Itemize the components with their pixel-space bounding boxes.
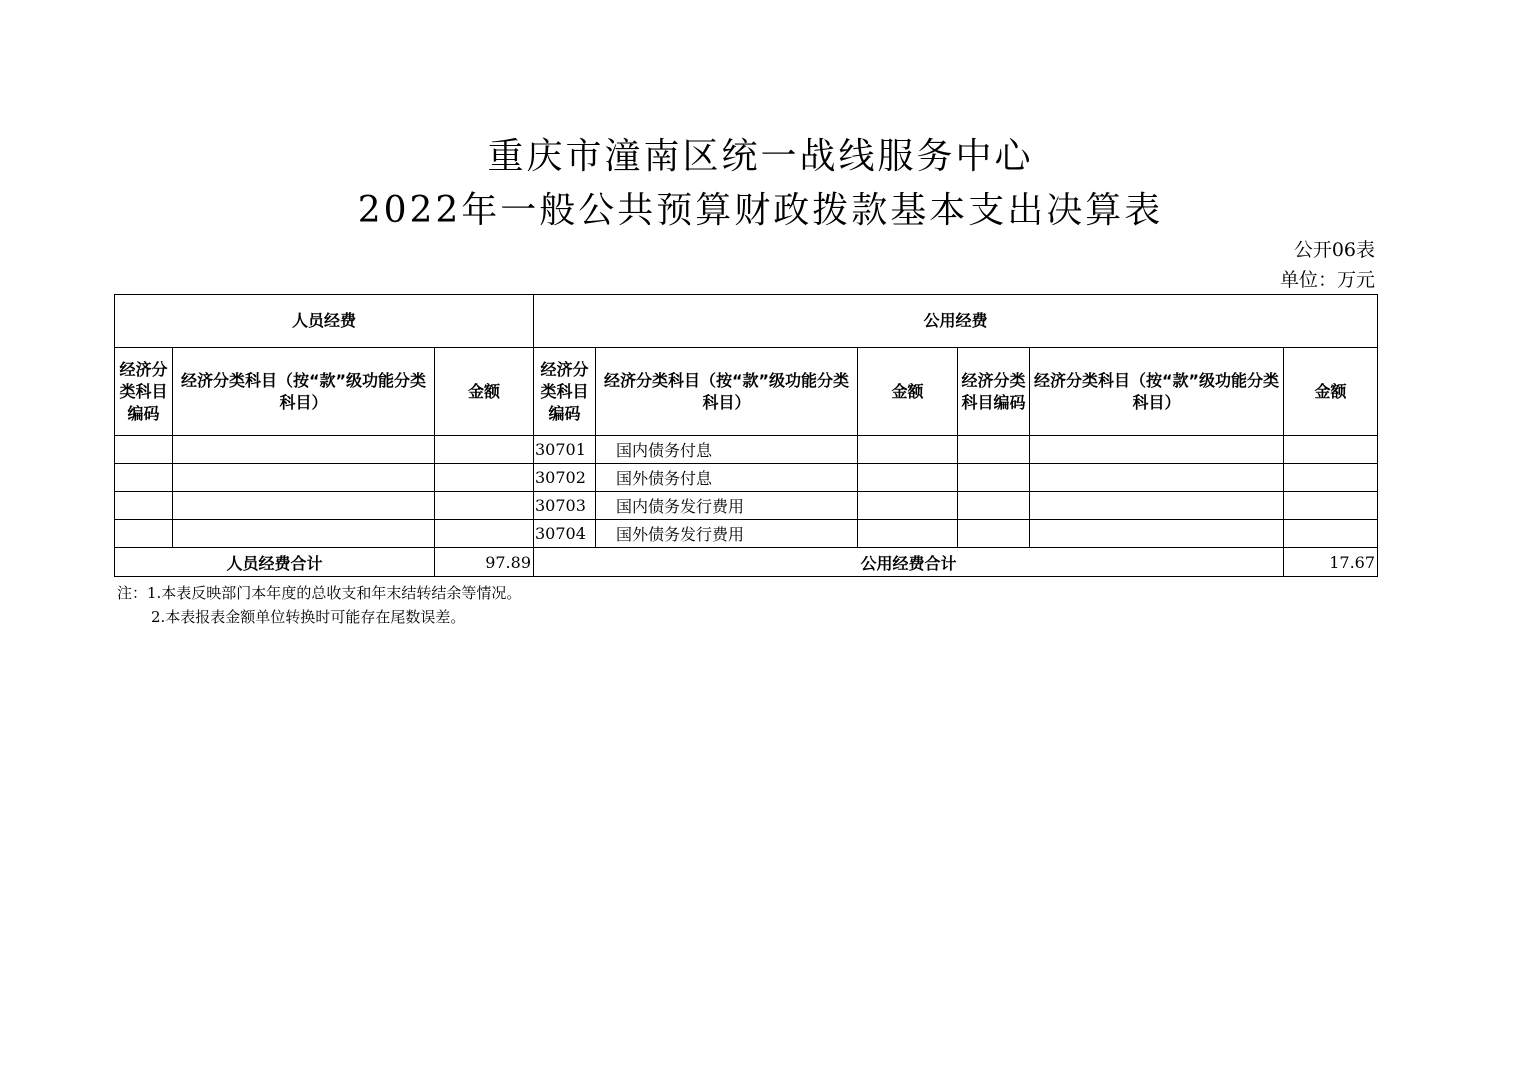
public-total-value: 17.67 bbox=[1284, 548, 1378, 577]
public-amount-cell-2 bbox=[1284, 436, 1378, 464]
table-row bbox=[115, 520, 1378, 548]
col-header-name: 经济分类科目（按“款”级功能分类科目） bbox=[1030, 348, 1284, 436]
personnel-amount-cell bbox=[435, 492, 534, 520]
report-title-main: 2022年一般公共预算财政拨款基本支出决算表 bbox=[357, 190, 1164, 231]
public-amount-cell-2 bbox=[1284, 520, 1378, 548]
footnotes bbox=[117, 581, 521, 629]
footnote-2: 2.本表报表金额单位转换时可能存在尾数误差。 bbox=[151, 608, 466, 626]
col-header-code: 经济分类科目编码 bbox=[115, 348, 173, 436]
personnel-name-cell bbox=[173, 436, 435, 464]
public-name-cell-2 bbox=[1030, 436, 1284, 464]
public-code-cell-2 bbox=[958, 436, 1030, 464]
group-personnel-header: 人员经费 bbox=[115, 295, 534, 348]
public-code-cell: 30704 bbox=[534, 520, 596, 548]
personnel-total-label: 人员经费合计 bbox=[115, 548, 435, 577]
column-header-row bbox=[115, 348, 1378, 436]
personnel-code-cell bbox=[115, 436, 173, 464]
unit-label: 单位：万元 bbox=[1279, 269, 1375, 291]
col-header-amount: 金额 bbox=[858, 348, 958, 436]
personnel-total-value: 97.89 bbox=[435, 548, 534, 577]
public-code-cell-2 bbox=[958, 520, 1030, 548]
personnel-name-cell bbox=[173, 464, 435, 492]
col-header-name: 经济分类科目（按“款”级功能分类科目） bbox=[596, 348, 858, 436]
public-amount-cell bbox=[858, 520, 958, 548]
personnel-code-cell bbox=[115, 464, 173, 492]
public-code-cell-2 bbox=[958, 492, 1030, 520]
public-name-cell: 国外债务发行费用 bbox=[596, 520, 858, 548]
public-name-cell-2 bbox=[1030, 520, 1284, 548]
col-header-amount: 金额 bbox=[435, 348, 534, 436]
table-number: 公开06表 bbox=[1293, 239, 1375, 261]
group-header-row bbox=[115, 295, 1378, 348]
group-public-header: 公用经费 bbox=[534, 295, 1378, 348]
col-header-name: 经济分类科目（按“款”级功能分类科目） bbox=[173, 348, 435, 436]
public-name-cell: 国外债务付息 bbox=[596, 464, 858, 492]
public-name-cell-2 bbox=[1030, 492, 1284, 520]
col-header-amount: 金额 bbox=[1284, 348, 1378, 436]
public-name-cell-2 bbox=[1030, 464, 1284, 492]
personnel-amount-cell bbox=[435, 436, 534, 464]
table-row bbox=[115, 436, 1378, 464]
public-amount-cell-2 bbox=[1284, 492, 1378, 520]
personnel-name-cell bbox=[173, 492, 435, 520]
public-code-cell-2 bbox=[958, 464, 1030, 492]
public-total-label: 公用经费合计 bbox=[534, 548, 1284, 577]
total-row bbox=[115, 548, 1378, 577]
table-row bbox=[115, 464, 1378, 492]
budget-table bbox=[114, 294, 1378, 577]
personnel-name-cell bbox=[173, 520, 435, 548]
personnel-amount-cell bbox=[435, 464, 534, 492]
col-header-code: 经济分类科目编码 bbox=[534, 348, 596, 436]
footnote-1: 注：1.本表反映部门本年度的总收支和年末结转结余等情况。 bbox=[117, 584, 522, 602]
public-amount-cell bbox=[858, 492, 958, 520]
personnel-code-cell bbox=[115, 520, 173, 548]
public-code-cell: 30702 bbox=[534, 464, 596, 492]
public-amount-cell bbox=[858, 464, 958, 492]
public-code-cell: 30703 bbox=[534, 492, 596, 520]
personnel-amount-cell bbox=[435, 520, 534, 548]
public-amount-cell bbox=[858, 436, 958, 464]
public-name-cell: 国内债务付息 bbox=[596, 436, 858, 464]
report-title-org: 重庆市潼南区统一战线服务中心 bbox=[487, 136, 1034, 177]
personnel-code-cell bbox=[115, 492, 173, 520]
col-header-code: 经济分类科目编码 bbox=[958, 348, 1030, 436]
table-row bbox=[115, 492, 1378, 520]
public-code-cell: 30701 bbox=[534, 436, 596, 464]
public-name-cell: 国内债务发行费用 bbox=[596, 492, 858, 520]
public-amount-cell-2 bbox=[1284, 464, 1378, 492]
